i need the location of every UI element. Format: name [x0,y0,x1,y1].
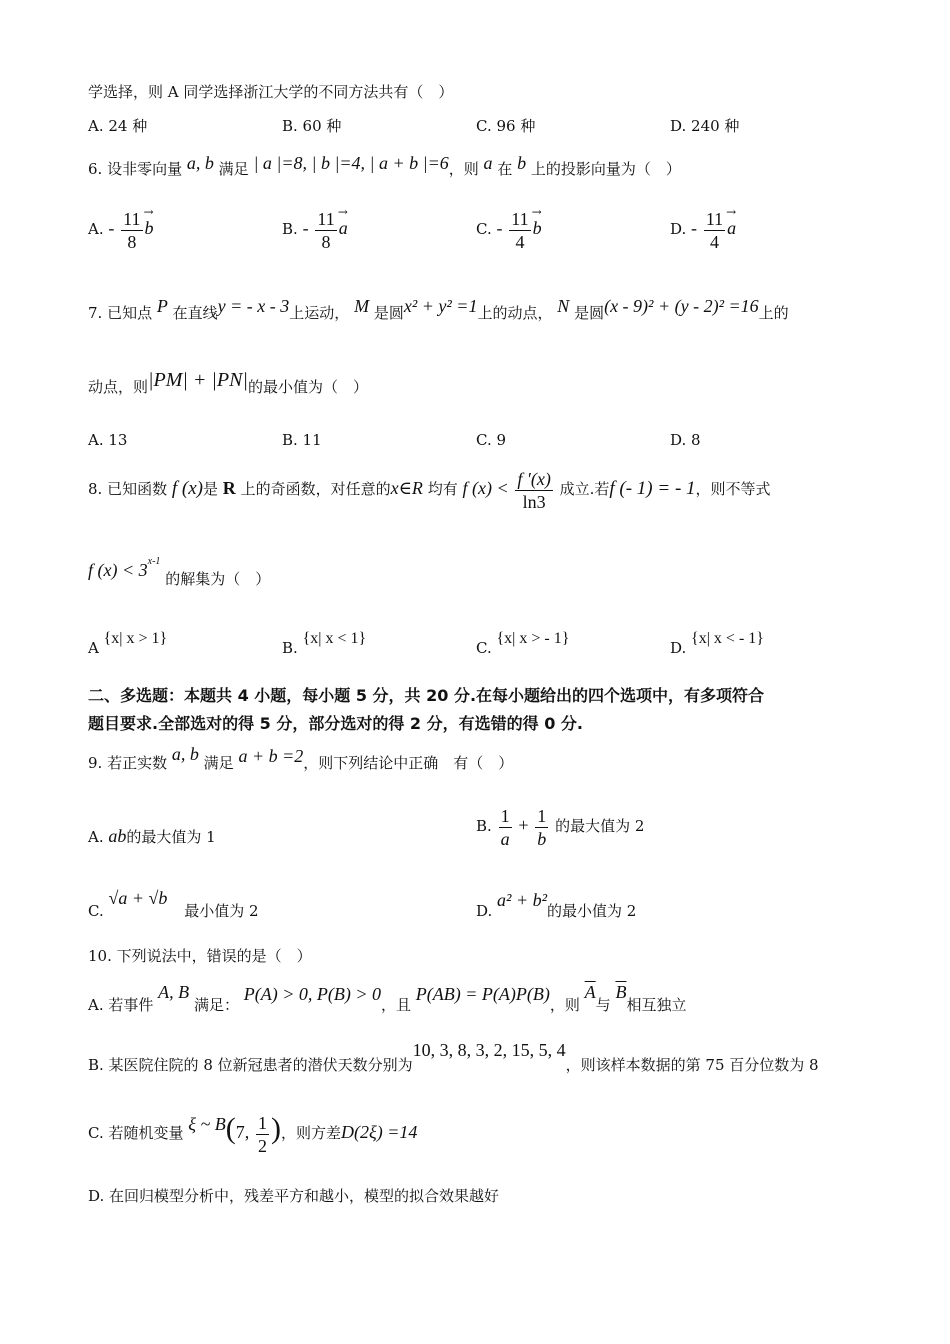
q6-option-a[interactable]: A. - $\frac{11}{8}$ b→ [88,205,154,252]
q8-option-d[interactable]: D. {x| x < - 1} [670,630,764,657]
q7-option-a[interactable]: A. 13 [88,431,128,449]
q6-option-b[interactable]: B. - $\frac{11}{8}$ a→ [282,205,348,252]
q5-option-b[interactable]: B. 60 种 [282,117,342,135]
q8-option-a[interactable]: A {x| x > 1} [88,630,168,657]
q8-option-c[interactable]: C. {x| x > - 1} [476,630,570,657]
q5-option-c[interactable]: C. 96 种 [476,117,536,135]
q7-stem-line2: 动点，则|PM| + |PN|的最小值为（ ） [88,369,368,396]
q5-stem-tail: 学选择，则 A 同学选择浙江大学的不同方法共有（ ） [88,83,454,101]
q10-stem: 10. 下列说法中，错误的是（ ） [88,947,312,965]
q6-stem: 6. 设非零向量 a, b 满足 | a |=8, | b |=4, | a + b |=6，则 a 在 b 上的投影向量为（ ） [88,153,681,178]
q7-option-d[interactable]: D. 8 [670,431,701,449]
q8-stem-line2: f $(x) < 3^{x-1}$ 的解集为（ ） [88,556,271,588]
section-2-heading-line2: 题目要求.全部选对的得 5 分，部分选对的得 2 分，有选错的得 0 分. [88,714,583,733]
q9-stem: 9. 若正实数 a, b 满足 a + b =2，则下列结论中正确 有（ ） [88,744,514,772]
q7-option-b[interactable]: B. 11 [282,431,322,449]
q8-stem-line1: 8. 已知函数 f (x)是 R 上的奇函数，对任意的x∈R 均有 f (x) < $\frac{f '(x)}{\ln 3}$ 成立.若f (- 1) = - 1，则不等式 [88,468,771,512]
q10-option-a[interactable]: A. 若事件 A, B 满足： P(A) > 0, P(B) > 0，且 P(AB) = P(A)P(B)，则 $\overline{A}$与 $\overline{B}$相互独立 [88,982,687,1014]
q9-option-c[interactable]: C. √a + √b 最小值为 2 [88,888,259,920]
q9-option-a[interactable]: A. ab的最大值为 1 [88,826,216,846]
q5-option-d[interactable]: D. 240 种 [670,117,740,135]
q6-option-d[interactable]: D. - $\frac{11}{4}$ a→ [670,205,737,252]
q7-stem-line1: 7. 已知点 P 在直线y = - x - 3上运动， M 是圆x² + y² =1上的动点， N 是圆(x - 9)² + (y - 2)² =16上的 [88,296,789,322]
q7-option-c[interactable]: C. 9 [476,431,507,449]
q8-option-b[interactable]: B. {x| x < 1} [282,630,367,657]
q10-option-d[interactable]: D. 在回归模型分析中，残差平方和越小，模型的拟合效果越好 [88,1187,500,1205]
q10-option-b[interactable]: B. 某医院住院的 8 位新冠患者的潜伏天数分别为10, 3, 8, 3, 2, 15, 5, 4，则该样本数据的第 75 百分位数为 8 [88,1040,819,1074]
q5-option-a[interactable]: A. 24 种 [88,117,148,135]
q10-option-c[interactable]: C. 若随机变量 ξ ~ B(7, $\frac{1}{2}$ )，则方差D(2ξ) =14 [88,1112,418,1156]
section-2-heading-line1: 二、多选题：本题共 4 小题，每小题 5 分，共 20 分.在每小题给出的四个选项中，有多项符合 [88,686,765,705]
q9-option-b[interactable]: B. $\frac{1}{a}$ + $\frac{1}{b}$ 的最大值为 2 [476,805,645,849]
q9-option-d[interactable]: D. a² + b²的最小值为 2 [476,890,637,920]
q6-option-c[interactable]: C. - $\frac{11}{4}$ b→ [476,205,542,252]
